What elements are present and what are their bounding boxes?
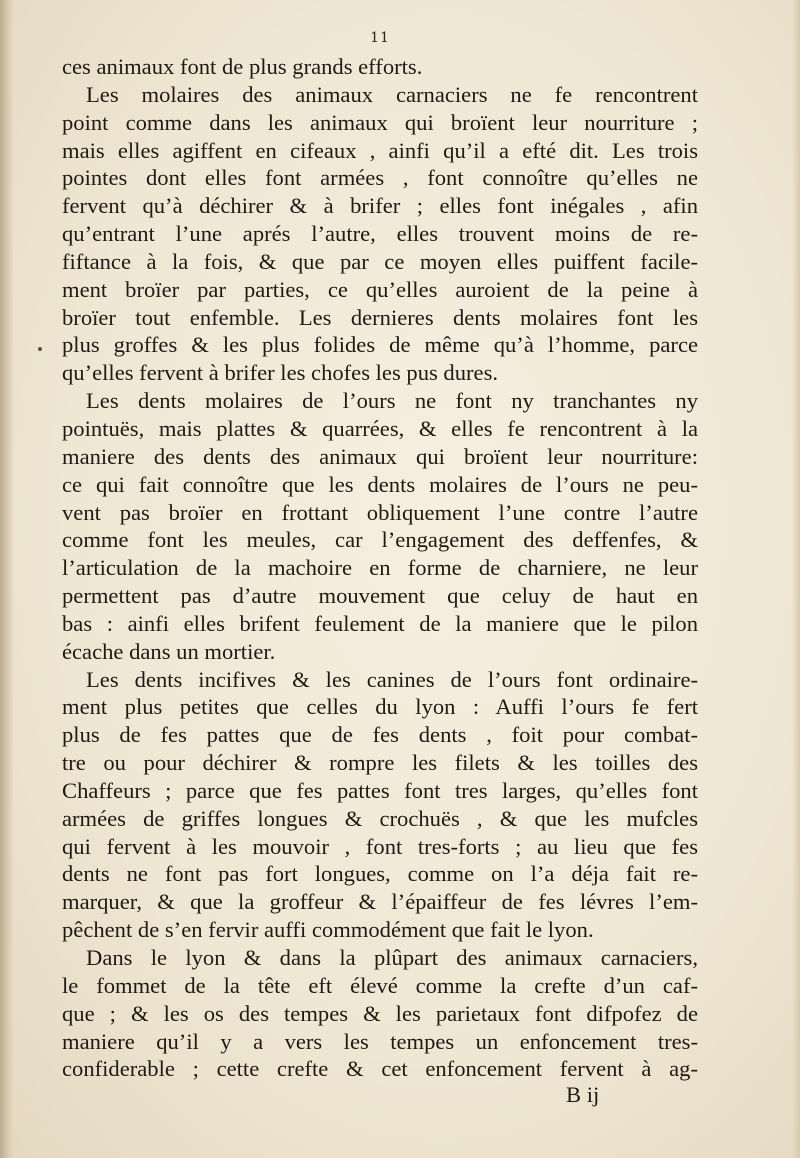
text-line: l’articulation de la machoire en forme de charniere, ne leur <box>62 555 698 581</box>
text-line: dents ne font pas fort longues, comme on l’a déja fait re- <box>62 861 698 887</box>
text-line: Dans le lyon & dans la plûpart des animaux carnaciers, <box>86 945 698 970</box>
text-line: mais elles agiffent en cifeaux , ainfi qu’il a efté dit. Les trois <box>62 137 698 163</box>
text-line: ment broïer par parties, ce qu’elles auroient de la peine à <box>62 276 698 302</box>
text-line: fiftance à la fois, & que par ce moyen elles puiffent facile- <box>62 248 698 274</box>
text-line: confiderable ; cette crefte & cet enfoncement fervent à ag- <box>62 1056 698 1082</box>
text-line: broïer tout enfemble. Les dernieres dents molaires font les <box>62 304 698 330</box>
text-line: que ; & les os des tempes & les parietaux font difpofez de <box>62 1000 698 1026</box>
text-line: Les dents incifives & les canines de l’ours font ordinaire- <box>86 666 698 692</box>
text-line: vent pas broïer en frottant obliquement l’une contre l’autre <box>62 499 698 525</box>
text-line: Les dents molaires de l’ours ne font ny tranchantes ny <box>86 388 698 414</box>
text-line: bas : ainfi elles brifent feulement de la maniere que le pilon <box>62 610 698 636</box>
text-line: comme font les meules, car l’engagement des deffenfes, & <box>62 527 698 553</box>
body-text <box>62 53 698 1083</box>
text-line: pêchent de s’en fervir auffi commodément que fait le lyon. <box>62 917 594 943</box>
text-line: ment plus petites que celles du lyon : Auffi l’ours fe fert <box>62 694 698 720</box>
text-line: pointes dont elles font armées , font connoître qu’elles ne <box>62 165 698 191</box>
text-line: qu’elles fervent à brifer les chofes les pus dures. <box>62 360 499 386</box>
text-line: Chaffeurs ; parce que fes pattes font tres larges, qu’elles font <box>62 777 698 803</box>
page-edge <box>792 0 800 1158</box>
text-line: plus groffes & les plus folides de même qu’à l’homme, parce <box>62 332 698 358</box>
text-line: plus de fes pattes que de fes dents , foit pour combat- <box>62 722 698 748</box>
text-line: écache dans un mortier. <box>62 638 276 664</box>
text-line: tre ou pour déchirer & rompre les filets & les toilles des <box>62 750 698 776</box>
ink-speck <box>38 347 42 351</box>
text-line: pointuës, mais plattes & quarrées, & elles fe rencontrent à la <box>62 415 698 441</box>
text-line: armées de griffes longues & crochuës , & que les mufcles <box>62 805 698 831</box>
text-line: fervent qu’à déchirer & à brifer ; elles font inégales , afin <box>62 193 698 219</box>
text-line: Les molaires des animaux carnaciers ne fe rencontrent <box>86 81 698 107</box>
binding-shadow <box>0 0 14 1158</box>
text-line: ce qui fait connoître que les dents molaires de l’ours ne peu- <box>62 471 698 497</box>
text-line: maniere qu’il y a vers les tempes un enfoncement tres- <box>62 1028 698 1054</box>
text-line: qu’entrant l’une aprés l’autre, elles trouvent moins de re- <box>62 221 698 247</box>
page-number: 11 <box>370 30 390 46</box>
text-line: marquer, & que la groffeur & l’épaiffeur de fes lévres l’em- <box>62 889 698 915</box>
text-line: maniere des dents des animaux qui broïent leur nourriture: <box>62 443 698 469</box>
text-line: permettent pas d’autre mouvement que celuy de haut en <box>62 583 698 609</box>
text-line: point comme dans les animaux qui broïent leur nourriture ; <box>62 109 698 135</box>
text-line: ces animaux font de plus grands efforts. <box>62 54 423 79</box>
text-line: qui fervent à les mouvoir , font tres-forts ; au lieu que fes <box>62 833 698 859</box>
text-line: le fommet de la tête eft élevé comme la crefte d’un caf- <box>62 972 698 998</box>
signature-mark: B ij <box>566 1082 600 1107</box>
